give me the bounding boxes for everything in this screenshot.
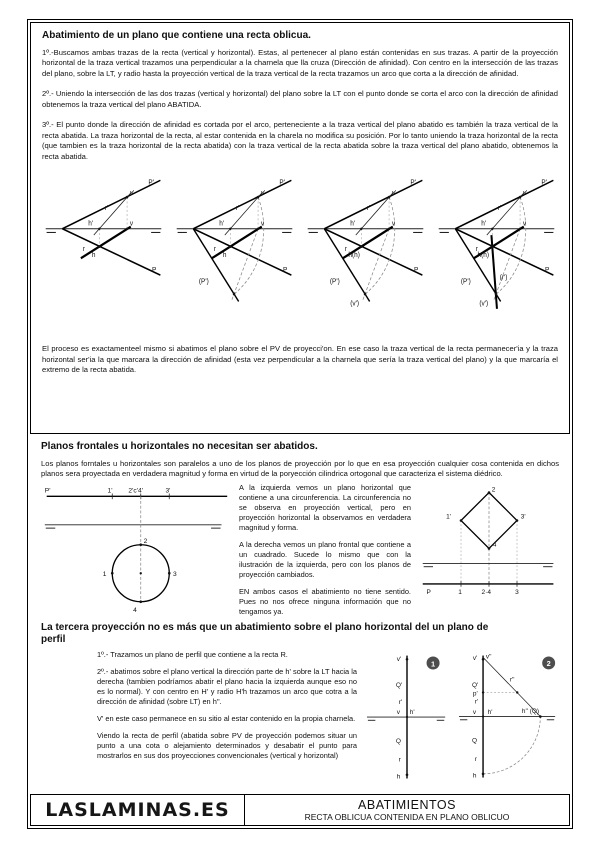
label-r: r — [475, 245, 478, 254]
label-p-prime: p' — [472, 690, 478, 698]
label-v: v — [129, 220, 134, 228]
label-v: v — [522, 220, 527, 228]
label-v: v — [396, 709, 401, 717]
footer-logo-box — [30, 794, 245, 826]
fold-sequence-diagrams — [42, 174, 558, 332]
fold-step-2-diagram — [173, 174, 296, 332]
label-r-folded: (r') — [499, 274, 508, 282]
section3-text-column — [97, 650, 357, 785]
label-2: 2 — [143, 537, 148, 545]
sheet-topic: ABATIMIENTOS — [358, 798, 456, 812]
label-p-prime: P' — [541, 179, 547, 187]
label-v-prime: v' — [260, 189, 266, 198]
paragraph-profile-1: 1º.- Trazamos un plano de perfil que contiene a la recta R. — [97, 650, 288, 659]
label-h-prime: h' — [487, 708, 493, 716]
projection-r — [81, 227, 131, 259]
label-h-prime: h' — [481, 220, 487, 228]
label-p-prime: P' — [148, 179, 154, 187]
fold-step-4-diagram — [435, 174, 558, 332]
label-h-coincident: h(h) — [477, 252, 490, 260]
profile-diagram-1 — [365, 650, 449, 785]
affinity-direction — [362, 229, 389, 302]
text-block-right-figure: A la derecha vemos un plano frontal que contiene a un cuadrado. Sucede lo mismo que con la ilustración de la izquierda, pero con los planos de proyección cambiados. — [239, 539, 411, 579]
label-r: r — [398, 756, 401, 764]
vertical-trace-p — [193, 181, 291, 229]
label-h-prime: h' — [350, 220, 356, 228]
label-q: Q — [395, 738, 401, 746]
label-r-double-prime: r'' — [509, 676, 515, 684]
label-v: v — [260, 220, 265, 228]
horizontal-trace-p — [62, 229, 160, 275]
label-1: 1 — [102, 571, 107, 579]
vertical-trace-p — [455, 181, 553, 229]
label-v-prime: v' — [522, 189, 528, 198]
label-p-folded: (P') — [329, 278, 340, 286]
label-p: P — [414, 266, 419, 275]
label-q-prime: Q' — [471, 681, 479, 689]
label-3-prime: 3' — [165, 487, 171, 495]
label-h: h — [91, 252, 96, 260]
label-p-prime: P' — [410, 179, 416, 187]
label-q: Q — [471, 737, 477, 745]
projection-r — [212, 227, 262, 259]
label-v: v — [472, 708, 477, 716]
ground-line — [45, 525, 222, 528]
paragraph-pv-note: El proceso es exactamenteel mismo si abatimos el plano sobre el PV de proyecci'on. En ese caso la traza vertical de la recta permanecer'ia y la traza horizontal ser'ia la que marcara la dirección de afinidad (esta vez perpendicular a la charnela que sería la traza vertical del plano) y la que marcaría el extremo de la recta abatida. — [42, 344, 558, 375]
footer — [30, 794, 570, 826]
label-h-prime: h' — [88, 220, 94, 228]
label-v-prime: v' — [129, 189, 135, 198]
label-h: h — [222, 252, 227, 260]
label-3: 3 — [515, 589, 519, 597]
label-4: 4 — [133, 607, 137, 615]
paragraph-step-3: 3º.- El punto donde la dirección de afinidad es cortada por el arco, perteneciente a la traza vertical del plano abatido es también la traza vertical de la recta abatida. La traza horizontal de la recta, al estar contenida en la charela no modifica su posición. Por lo tanto uniendo la traza horizontal de la recta (que tambien es la traza horizontal de la recta abatida) con la traza vertical de la recta abatida sobre la traza vertical del plano abatido, obtenemos la recta abatida. — [42, 120, 558, 161]
label-h: h — [396, 773, 401, 781]
fold-arc — [483, 717, 540, 774]
label-1-prime: 1' — [446, 513, 451, 521]
section-abatimiento-oblicua — [30, 22, 570, 434]
label-3-prime: 3' — [520, 513, 526, 521]
label-r: r — [344, 245, 347, 254]
vertical-trace-p — [324, 181, 422, 229]
paragraph-profile-4: Viendo la recta de perfil (abatida sobre PV de proyección podemos situar un punto a una cota o alejamiento determinados y desabatir el punto para mostrarlos en sus dos proyecciones convencionales (vertical y horizontal) — [97, 730, 357, 760]
label-h-prime: h' — [219, 220, 225, 228]
label-3: 3 — [173, 571, 177, 579]
label-r-prime: r' — [474, 698, 479, 706]
section2-intro: Los planos forntales u horizontales son paralelos a uno de los planos de proyección por lo que en esa proyección cualquier cosa contenida en dichos planos sera proyectada en verdadera magnitud y forma en virtud de la poryección cilindrica ortogonal que caracteriza el sistema diédrico. — [41, 459, 559, 479]
label-r-prime: r' — [235, 204, 240, 213]
affinity-direction — [231, 229, 258, 302]
label-r: r — [474, 755, 477, 763]
label-p: P — [152, 266, 157, 275]
label-r: r — [213, 245, 216, 254]
paragraph-step-1: 1º.-Buscamos ambas trazas de la recta (vertical y horizontal). Estas, al pertenecer al plano están contenidas en sus trazas. A partir de la proyección horizontal de la traza vertical trazamos una perpendicular a la charnela que lla cruza (Dirección de afinidad). Con centro en la intersección de las trazas del plano, sobre la LT, y radio hasta la proyección vertical de la traza vertical de la recta trazamos un arco que corta a la dirección de afinidad. — [42, 48, 558, 78]
vertical-trace-p — [62, 181, 160, 229]
fold-step-1-diagram — [42, 174, 165, 332]
label-v-folded: (v') — [479, 300, 489, 309]
label-p: P — [426, 589, 431, 597]
section2-text-column — [239, 483, 411, 617]
projection-ties — [461, 492, 517, 583]
label-1-prime: 1' — [107, 487, 113, 495]
affinity-direction — [493, 229, 520, 302]
label-v-prime: v' — [396, 656, 402, 664]
label-v-prime: v' — [391, 189, 397, 198]
label-h-coincident: h(h) — [348, 252, 360, 260]
label-2-4: 2·4 — [481, 589, 491, 597]
label-r-prime: r' — [497, 204, 502, 213]
label-v-prime: v' — [472, 655, 478, 663]
section3-title: La tercera proyección no es más que un abatimiento sobre el plano horizontal del un plano de perfil — [41, 622, 489, 645]
label-2c4-prime: 2'c'4' — [128, 487, 143, 495]
horizontal-plane-diagram — [41, 483, 231, 616]
document-page — [27, 19, 573, 829]
label-p-prime: P' — [279, 179, 285, 187]
section-planos-frontales — [30, 434, 570, 618]
paragraph-profile-3: V' en este caso permanece en su sitio al estar contenido en la propia charnela. — [97, 713, 356, 723]
label-p-folded: (P') — [460, 278, 471, 286]
frontal-plane-diagram — [419, 483, 559, 614]
site-logo: LASLAMINAS.ES — [45, 799, 230, 821]
label-r-prime: r' — [398, 699, 403, 706]
label-h-prime: h' — [409, 709, 415, 717]
label-v: v — [391, 220, 396, 228]
section3-content-row — [41, 650, 559, 785]
section2-title: Planos frontales u horizontales no necesitan ser abatidos. — [41, 441, 318, 452]
projection-ties — [99, 197, 127, 247]
label-h-double-prime: h'' (Q) — [521, 707, 540, 715]
ground-line — [423, 563, 554, 566]
badge-2-number: 2 — [546, 659, 551, 669]
section1-title: Abatimiento de un plano que contiene una recta oblicua. — [42, 30, 311, 41]
label-r-prime: r' — [104, 204, 109, 213]
fold-step-3-diagram — [304, 174, 427, 332]
profile-diagram-2 — [457, 650, 559, 784]
label-r: r — [82, 245, 85, 254]
label-q-prime: Q' — [395, 682, 403, 690]
section-tercera-proyeccion — [30, 618, 570, 794]
label-h: h — [472, 772, 477, 780]
step-badge-2 — [542, 656, 555, 669]
label-p-prime: P' — [44, 487, 51, 495]
label-4: 4 — [492, 541, 497, 549]
section2-content-row — [41, 483, 559, 617]
label-2: 2 — [491, 486, 496, 494]
text-block-conclusion: EN ambos casos el abatimiento no tiene sentido. Pues no nos ofrece ninguna información que no tengamos ya. — [239, 586, 411, 616]
paragraph-step-2: 2º.- Uniendo la intersección de las dos trazas (vertical y horizontal) del plano sobre la LT con el punto donde se corta el arco con la dirección de afinidad obtenemos la traza vertical del plano ABATIDA. — [42, 89, 558, 109]
step-badge-1 — [427, 657, 440, 670]
footer-title-box — [245, 794, 570, 826]
paragraph-profile-2: 2º.- abatimos sobre el plano vertical la dirección parte de h' sobre la LT hacia la derecha (tambien podríamos abatir el plano hacia la izquierda aunque eso no es lo normal). Y con centro en H' y radio H'h trazamos un arco que cotra a la dirección de afinidad (sobre LT) en h''. — [97, 666, 357, 706]
badge-1-number: 1 — [430, 659, 436, 669]
label-p: P — [545, 266, 550, 275]
label-p: P — [283, 266, 288, 275]
label-r-prime: r' — [366, 204, 371, 213]
label-1: 1 — [458, 589, 462, 597]
label-p-folded: (P') — [198, 278, 209, 286]
text-block-left-figure: A la izquierda vemos un plano horizontal que contiene a una circunferencia. La circunferencia no se observa en proyección vertical, pero en proyección horizontal la observamos en verdadera magnitud y forma. — [239, 482, 411, 532]
sheet-subtitle: RECTA OBLICUA CONTENIDA EN PLANO OBLICUO — [304, 812, 510, 822]
label-v-double-prime: v'' — [485, 653, 492, 661]
label-v-folded: (v') — [350, 300, 360, 309]
